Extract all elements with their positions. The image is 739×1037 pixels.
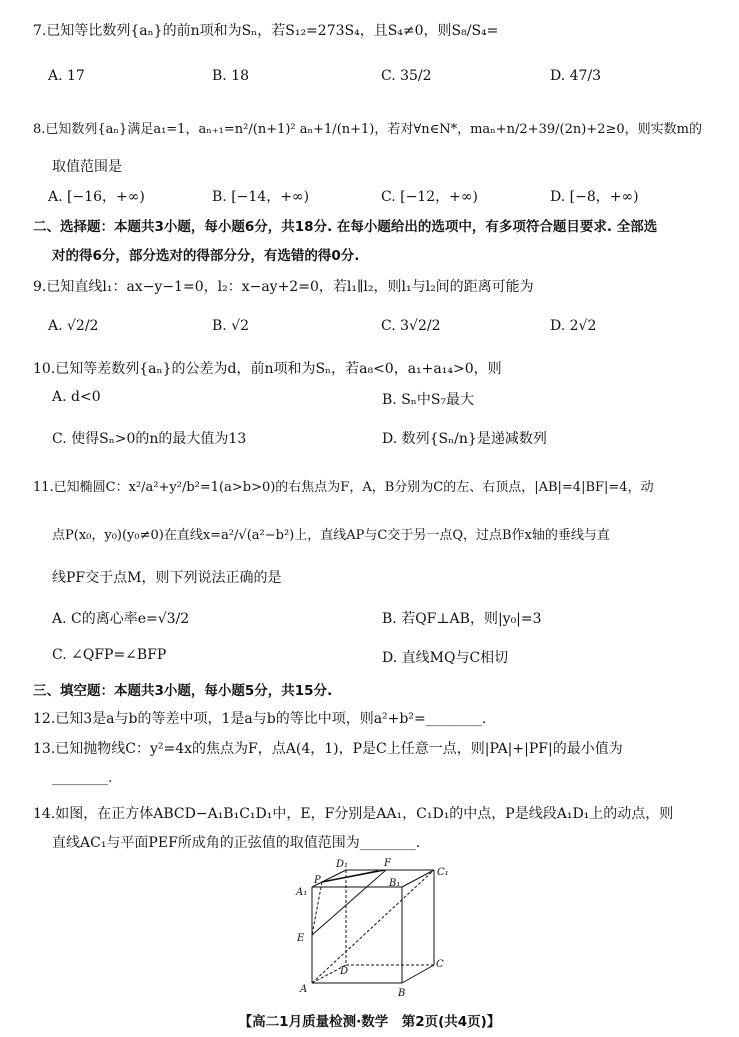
q11-option-b: B. 若QF⊥AB，则|y₀|=3: [382, 611, 542, 627]
q11-option-d: D. 直线MQ与C相切: [382, 650, 509, 666]
q7-option-c: C. 35/2: [381, 68, 432, 84]
q10-stem: 10.已知等差数列{aₙ}的公差为d，前n项和为Sₙ，若a₈<0，a₁+a₁₄>0，则: [33, 361, 502, 377]
q9-option-b: B. √2: [212, 318, 250, 334]
q7-option-a: A. 17: [48, 68, 85, 84]
q13-stem-line2: ________.: [52, 770, 113, 786]
q8-stem-cont: 取值范围是: [52, 159, 122, 175]
q10-option-a: A. d<0: [52, 389, 101, 405]
section2-heading: 二、选择题：本题共3小题，每小题6分，共18分. 在每小题给出的选项中，有多项符合题目要求. 全部选: [33, 219, 658, 235]
q8-option-d: D. [−8，+∞): [550, 189, 639, 205]
q10-option-d: D. 数列{Sₙ/n}是递减数列: [382, 431, 547, 447]
q10-option-b: B. Sₙ中S₇最大: [382, 392, 475, 408]
q7-option-d: D. 47/3: [550, 68, 602, 84]
q7-stem: 7.已知等比数列{aₙ}的前n项和为Sₙ，若S₁₂=273S₄，且S₄≠0，则S₈/S₄=: [33, 23, 499, 39]
q8-option-c: C. [−12，+∞): [381, 189, 478, 205]
label-c: C: [436, 959, 444, 970]
label-a: A: [300, 984, 308, 995]
q11-option-a: A. C的离心率e=√3/2: [52, 611, 190, 627]
q9-option-d: D. 2√2: [550, 318, 597, 334]
q10-option-c: C. 使得Sₙ>0的n的最大值为13: [52, 431, 247, 447]
q8-option-a: A. [−16，+∞): [48, 189, 145, 205]
q12-stem: 12.已知3是a与b的等差中项，1是a与b的等比中项，则a²+b²=________.: [33, 711, 487, 727]
cube-figure: [288, 855, 458, 1000]
q7-option-b: B. 18: [212, 68, 250, 84]
q11-stem-line3: 线PF交于点M，则下列说法正确的是: [52, 570, 282, 586]
q9-option-c: C. 3√2/2: [381, 318, 441, 334]
label-d: D: [340, 966, 349, 977]
q11-stem-line2: 点P(x₀，y₀)(y₀≠0)在直线x=a²/√(a²−b²)上，直线AP与C交于另一点Q，过点B作x轴的垂线与直: [52, 528, 610, 543]
q9-stem: 9.已知直线l₁：ax−y−1=0，l₂：x−ay+2=0，若l₁∥l₂，则l₁与l₂间的距离可能为: [33, 279, 534, 295]
section3-heading: 三、填空题：本题共3小题，每小题5分，共15分.: [33, 683, 333, 699]
q13-stem-line1: 13.已知抛物线C：y²=4x的焦点为F，点A(4，1)，P是C上任意一点，则|PA|+|PF|的最小值为: [33, 741, 623, 757]
q14-stem-line1: 14.如图，在正方体ABCD−A₁B₁C₁D₁中，E，F分别是AA₁，C₁D₁的中点，P是线段A₁D₁上的动点，则: [33, 806, 674, 822]
page-footer: 【高二1月质量检测·数学 第2页(共4页)】: [238, 1014, 501, 1030]
q9-option-a: A. √2/2: [48, 318, 99, 334]
label-f: F: [384, 858, 391, 869]
q14-stem-line2: 直线AC₁与平面PEF所成角的正弦值的取值范围为________.: [52, 835, 421, 851]
q8-stem: 8.已知数列{aₙ}满足a₁=1，aₙ₊₁=n²/(n+1)² aₙ+1/(n+1)，若对∀n∈N*，maₙ+n/2+39/(2n)+2≥0，则实数m的: [33, 122, 702, 137]
label-a1: A₁: [296, 887, 308, 898]
q8-option-b: B. [−14，+∞): [212, 189, 310, 205]
label-b1: B₁: [389, 878, 401, 889]
label-p: P: [314, 875, 321, 886]
label-c1: C₁: [437, 867, 449, 878]
label-e: E: [297, 933, 305, 944]
q11-stem-line1: 11.已知椭圆C：x²/a²+y²/b²=1(a>b>0)的右焦点为F，A，B分别为C的左、右顶点，|AB|=4|BF|=4，动: [33, 480, 654, 495]
section2-heading-cont: 对的得6分，部分选对的得部分分，有选错的得0分.: [52, 248, 360, 264]
q11-option-c: C. ∠QFP=∠BFP: [52, 647, 167, 663]
label-b: B: [398, 988, 406, 999]
label-d1: D₁: [336, 859, 349, 870]
